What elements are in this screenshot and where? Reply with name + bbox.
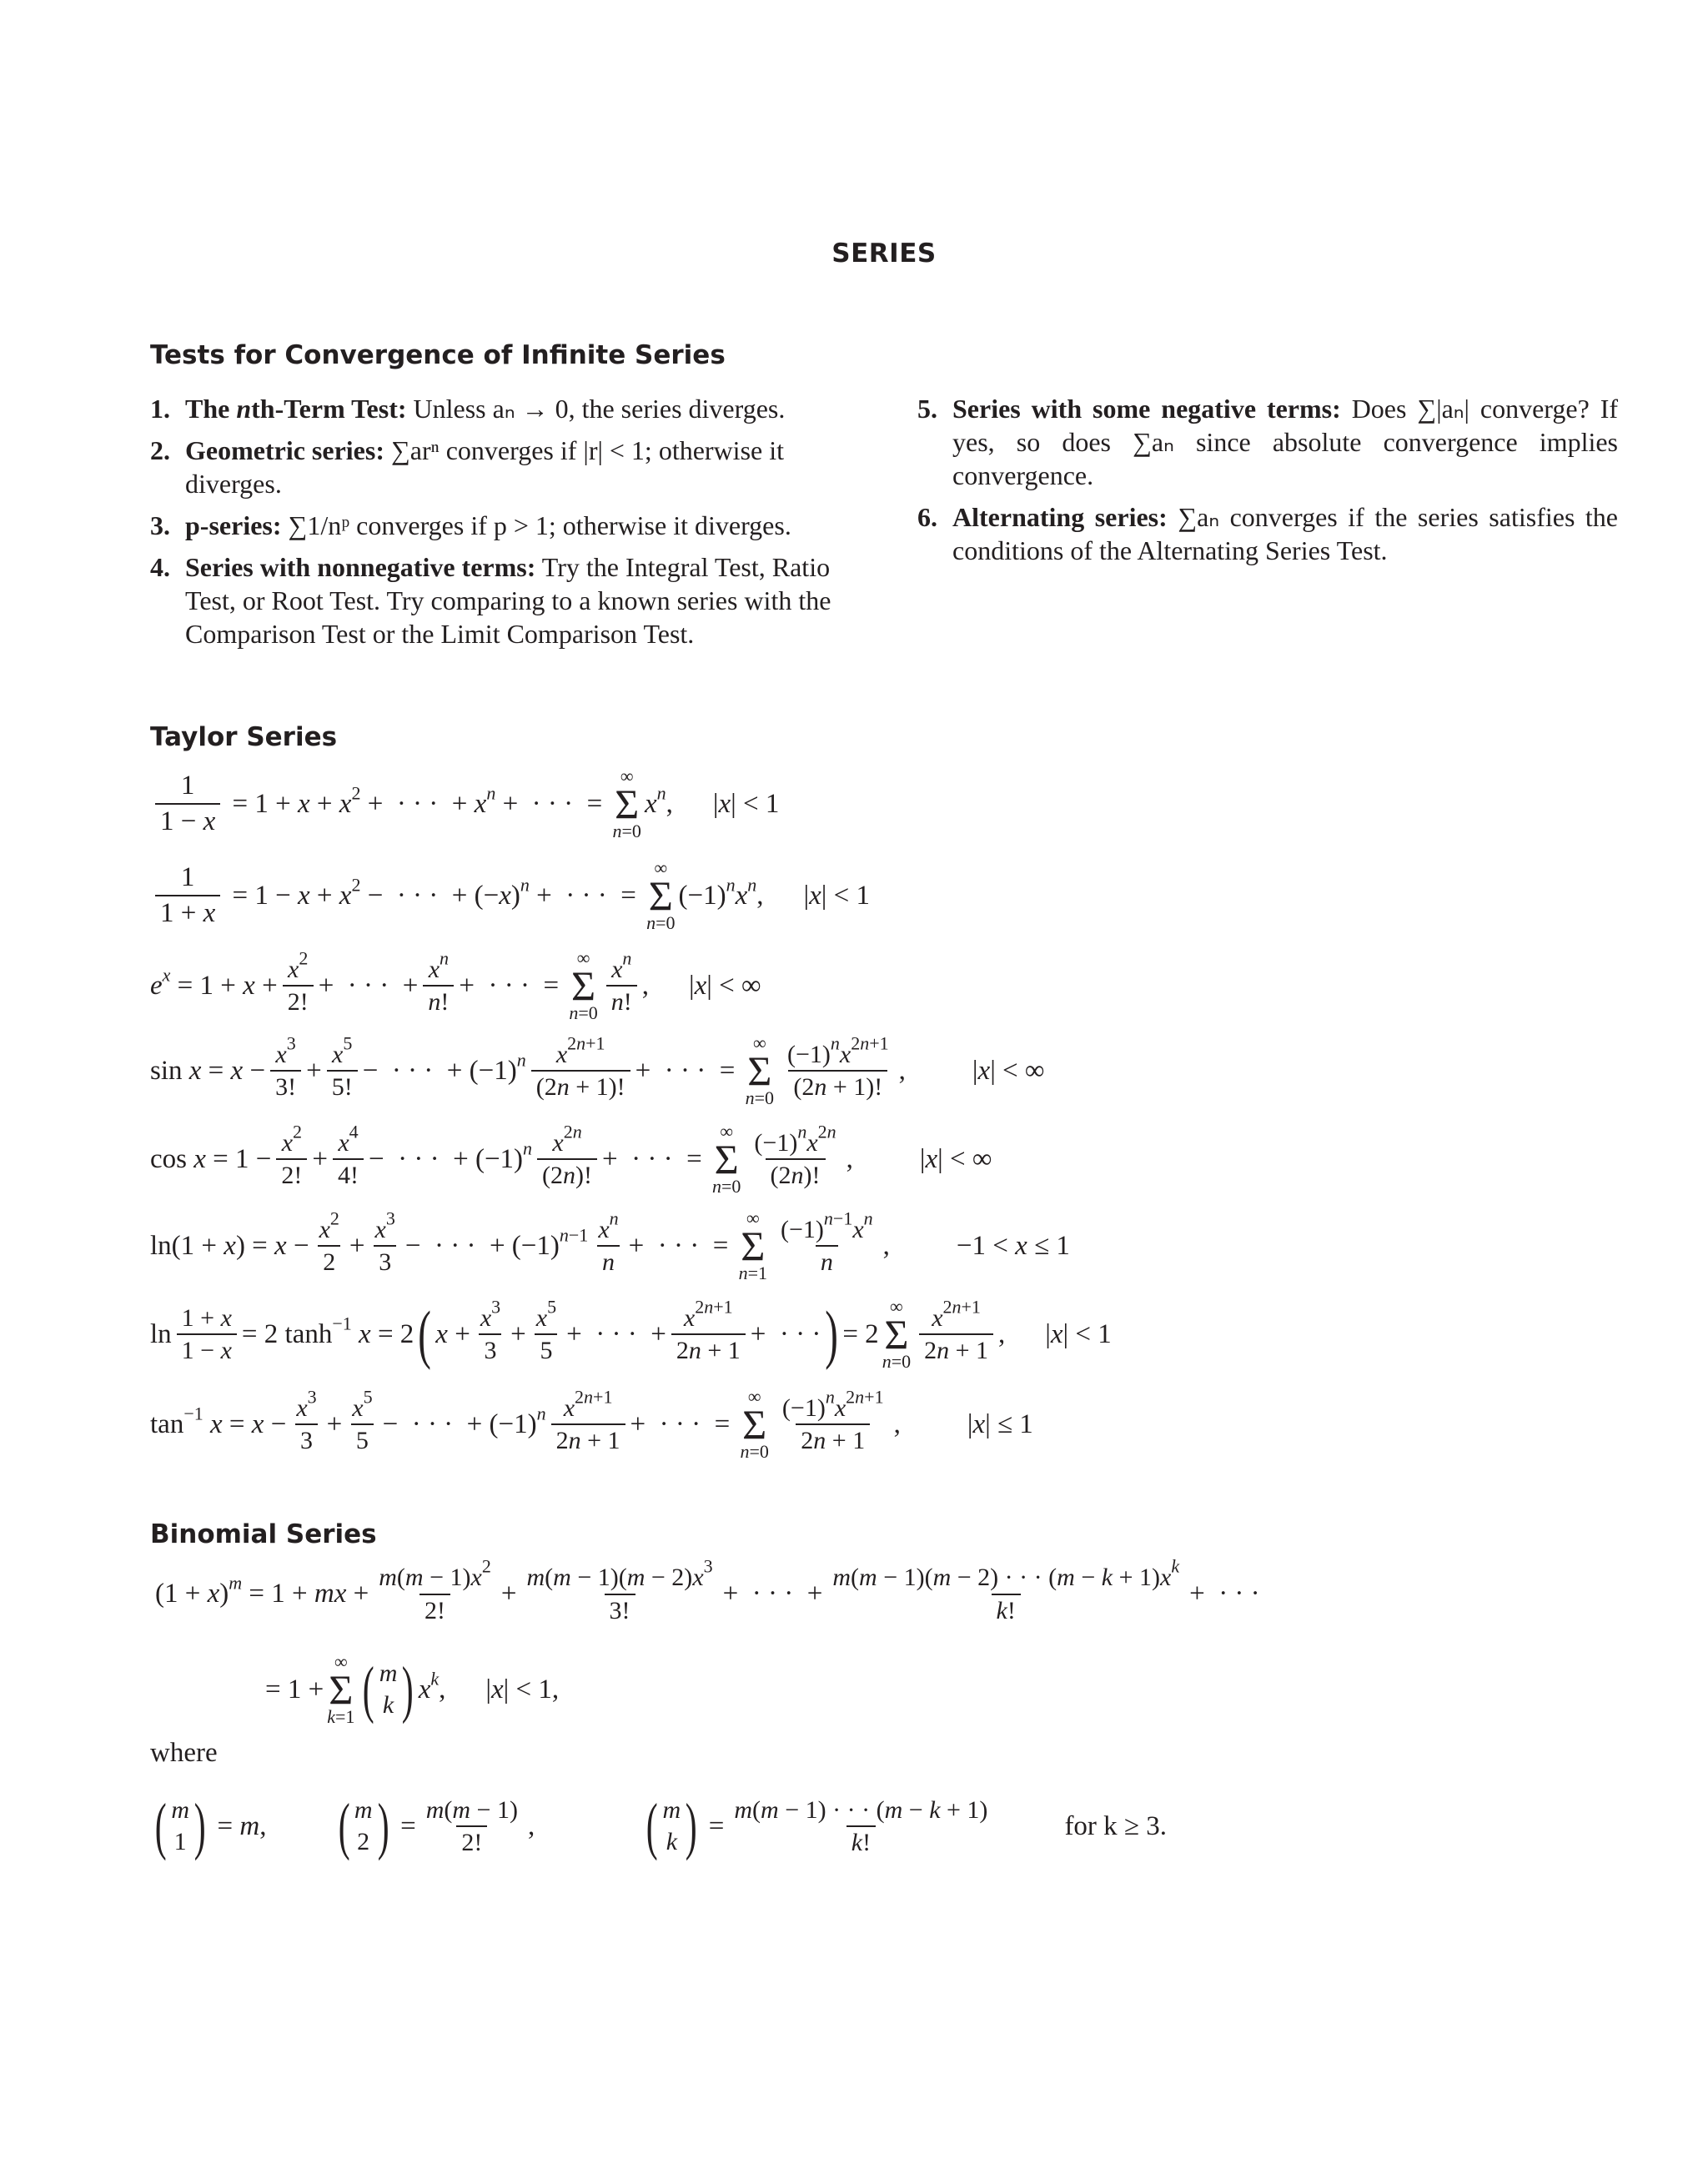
binomial-expansion: $(1 + x)^m = 1$ + mx + $\frac{m(m - 1)x^2}{2!}$ + $\frac{m(m - 1)(m - 2)x^3}{3!}$ + · · · + $\frac{m(m - 1)(m - 2) \cdot \cdot \cdot (m - k + 1)x^k}{k!}$ + · · ·: [155, 1555, 1260, 1624]
test-item-2: 2. Geometric series: ∑arⁿ converges if |r| < 1; otherwise it diverges.: [150, 435, 784, 499]
tests-heading: Tests for Convergence of Infinite Series: [150, 340, 726, 370]
test-item-3: 3. p-series: ∑1/nᵖ converges if p > 1; otherwise it diverges.: [150, 510, 791, 540]
taylor-exp: $e^x = 1 + x$ + $\frac{x^2}{2!}$ + · · · + $\frac{x^n}{n!}$ + · · · = ∞ Σ n=0 $\frac{x^n}{n!}$ , |x| < ∞: [150, 947, 761, 1023]
final-condition: for k ≥ 3.: [1064, 1810, 1168, 1841]
where-label: where: [150, 1738, 218, 1768]
test-item-1: 1. The nth-Term Test: Unless aₙ → 0, the series diverges.: [150, 394, 786, 424]
taylor-alternating-geometric: $\frac{1}{1 + x}$ = $1 - x + x^2$ − · · · + $(-x)^n$ + · · · = ∞ Σ n=0 $(-1)^nx^n$, |x| < 1: [150, 859, 870, 932]
test-item-6: 6. Alternating series: ∑aₙ converges if the series satisfies the conditions of the Alternating Series Test.: [917, 502, 1619, 565]
taylor-sin: sin x = x − $\frac{x^3}{3!}$ + $\frac{x^5}{5!}$ − · · · + $(-1)^n$ $\frac{x^{2n+1}}{(2n + 1)!}$ + · · · = ∞ Σ n=0 $\frac{(-1)^nx^{2n+1}}{(2n + 1)!}$ , |x| < ∞: [150, 1032, 1045, 1108]
taylor-cos: cos x = 1 − $\frac{x^2}{2!}$ + $\frac{x^4}{4!}$ − · · · + $(-1)^n$ $\frac{x^{2n}}{(2n)!}$ + · · · = ∞ Σ n=0 $\frac{(-1)^nx^{2n}}{(2n)!}$ , |x| < ∞: [150, 1121, 992, 1197]
taylor-ln: ln(1 + x) = x − $\frac{x^2}{2}$ + $\frac{x^3}{3}$ − · · · + $(-1)^{n-1}$ $\frac{x^n}{n}$ + · · · = ∞ Σ n=1 $\frac{(-1)^{n-1}x^n}{n}$ , −1 < x ≤ 1: [150, 1207, 1070, 1283]
binomial-coefficients: ( m 1 ) = m, ( m 2 ) = $\frac{m(m - 1)}{2!}$ , ( m k ) = $\frac{m(m - 1) \cdot \cdot \cdot (m - k + 1)}{k!}$ for k ≥ 3.: [154, 1791, 1168, 1861]
taylor-artanh: ln $\frac{1 + x}{1 - x}$ = 2 $\tanh^{-1} x = 2$ ( x + $\frac{x^3}{3}$ + $\frac{x^5}{5}$ + · · · + $\frac{x^{2n+1}}{2n + 1}$ + · · · ) = 2 ∞ Σ n=0 $\frac{x^{2n+1}}{2n + 1}$ , |x| < 1: [150, 1296, 1112, 1372]
tests-left-column: [150, 392, 867, 659]
test-item-4: 4. Series with nonnegative terms: Try the Integral Test, Ratio Test, or Root Test. Try comparing to a known series with the Comparison Test or the Limit Comparison Test.: [150, 552, 831, 649]
binomial-sum: = 1 + ∞ Σ k=1 ( m k ) $x^k$, |x| < 1,: [265, 1651, 560, 1727]
page-title: SERIES: [831, 238, 937, 269]
tests-right-column: [917, 392, 1618, 575]
binomial-heading: Binomial Series: [150, 1519, 377, 1549]
test-item-5: 5. Series with some negative terms: Does ∑|aₙ| converge? If yes, so does ∑aₙ since absolute convergence implies convergence.: [917, 394, 1619, 490]
taylor-heading: Taylor Series: [150, 722, 338, 752]
taylor-geometric: $\frac{1}{1 - x}$ = $1 + x + x^2$ + · · · + $x^n$ + · · · = ∞ Σ n=0 $x^n$, |x| < 1: [150, 767, 779, 841]
taylor-arctan: $\tan^{-1} x = x$ − $\frac{x^3}{3}$ + $\frac{x^5}{5}$ − · · · + $(-1)^n$ $\frac{x^{2n+1}}{2n + 1}$ + · · · = ∞ Σ n=0 $\frac{(-1)^nx^{2n+1}}{2n + 1}$ , |x| ≤ 1: [150, 1386, 1033, 1462]
